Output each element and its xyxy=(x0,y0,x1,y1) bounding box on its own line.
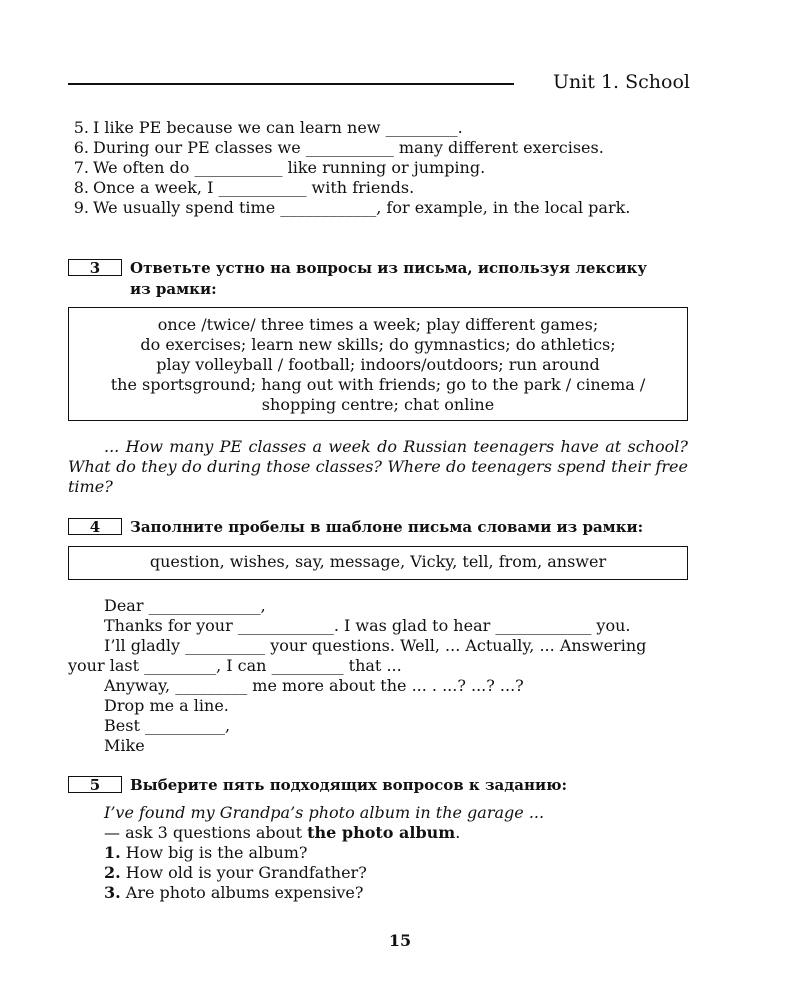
task-instruction: Ответьте устно на вопросы из письма, используя лексику из рамки: xyxy=(130,259,647,298)
task-instruction: Выберите пять подходящих вопросов к заданию: xyxy=(130,776,567,794)
task-5-body xyxy=(68,803,688,903)
list-item: 6. During our PE classes we ___________ many different exercises. xyxy=(73,138,604,157)
task-3-heading xyxy=(68,258,688,300)
word-box: question, wishes, say, message, Vicky, tell, from, answer xyxy=(68,546,688,580)
task-number-box: 3 xyxy=(68,259,122,276)
task-number-box: 5 xyxy=(68,776,122,793)
task-5-heading xyxy=(68,775,688,796)
page-number: 15 xyxy=(388,931,412,950)
list-item: 1. How big is the album? xyxy=(104,843,308,862)
list-item: 9. We usually spend time ____________, for example, in the local park. xyxy=(73,198,631,217)
letter-questions: ... How many PE classes a week do Russian teenagers have at school? What do they do during those classes? Where do teenagers spend their free time? xyxy=(68,437,688,496)
task-ask-line: — ask 3 questions about the photo album. xyxy=(104,823,461,842)
task-prompt: I’ve found my Grandpa’s photo album in the garage ... xyxy=(104,803,545,822)
letter-template: Dear ______________, Thanks for your ____________. I was glad to hear ____________ you. I’ll gladly __________ your questions. Well, ... Actually, ... Answering your last _________, I can _________ that ... Anyway, _________ me more about the ... . ...? ...? ...? Drop me a line. Best __________, Mike xyxy=(68,596,647,755)
task-instruction: Заполните пробелы в шаблоне письма словами из рамки: xyxy=(130,518,644,536)
unit-title: Unit 1. School xyxy=(552,71,690,93)
list-item: 2. How old is your Grandfather? xyxy=(104,863,367,882)
list-item: 8. Once a week, I ___________ with friends. xyxy=(73,178,415,197)
vocabulary-box: once /twice/ three times a week; play different games; do exercises; learn new skills; do gymnastics; do athletics; play volleyball / football; indoors/outdoors; run around the sportsground; hang out with friends; go to the park / cinema / shopping centre; chat online xyxy=(68,307,688,421)
header-rule xyxy=(68,83,514,85)
task-4-heading xyxy=(68,517,688,538)
task-number-box: 4 xyxy=(68,518,122,535)
list-item: 5. I like PE because we can learn new _________. xyxy=(73,118,463,137)
list-item: 3. Are photo albums expensive? xyxy=(104,883,364,902)
page-header xyxy=(68,68,690,98)
exercise-2-list xyxy=(68,118,688,218)
list-item: 7. We often do ___________ like running or jumping. xyxy=(73,158,486,177)
